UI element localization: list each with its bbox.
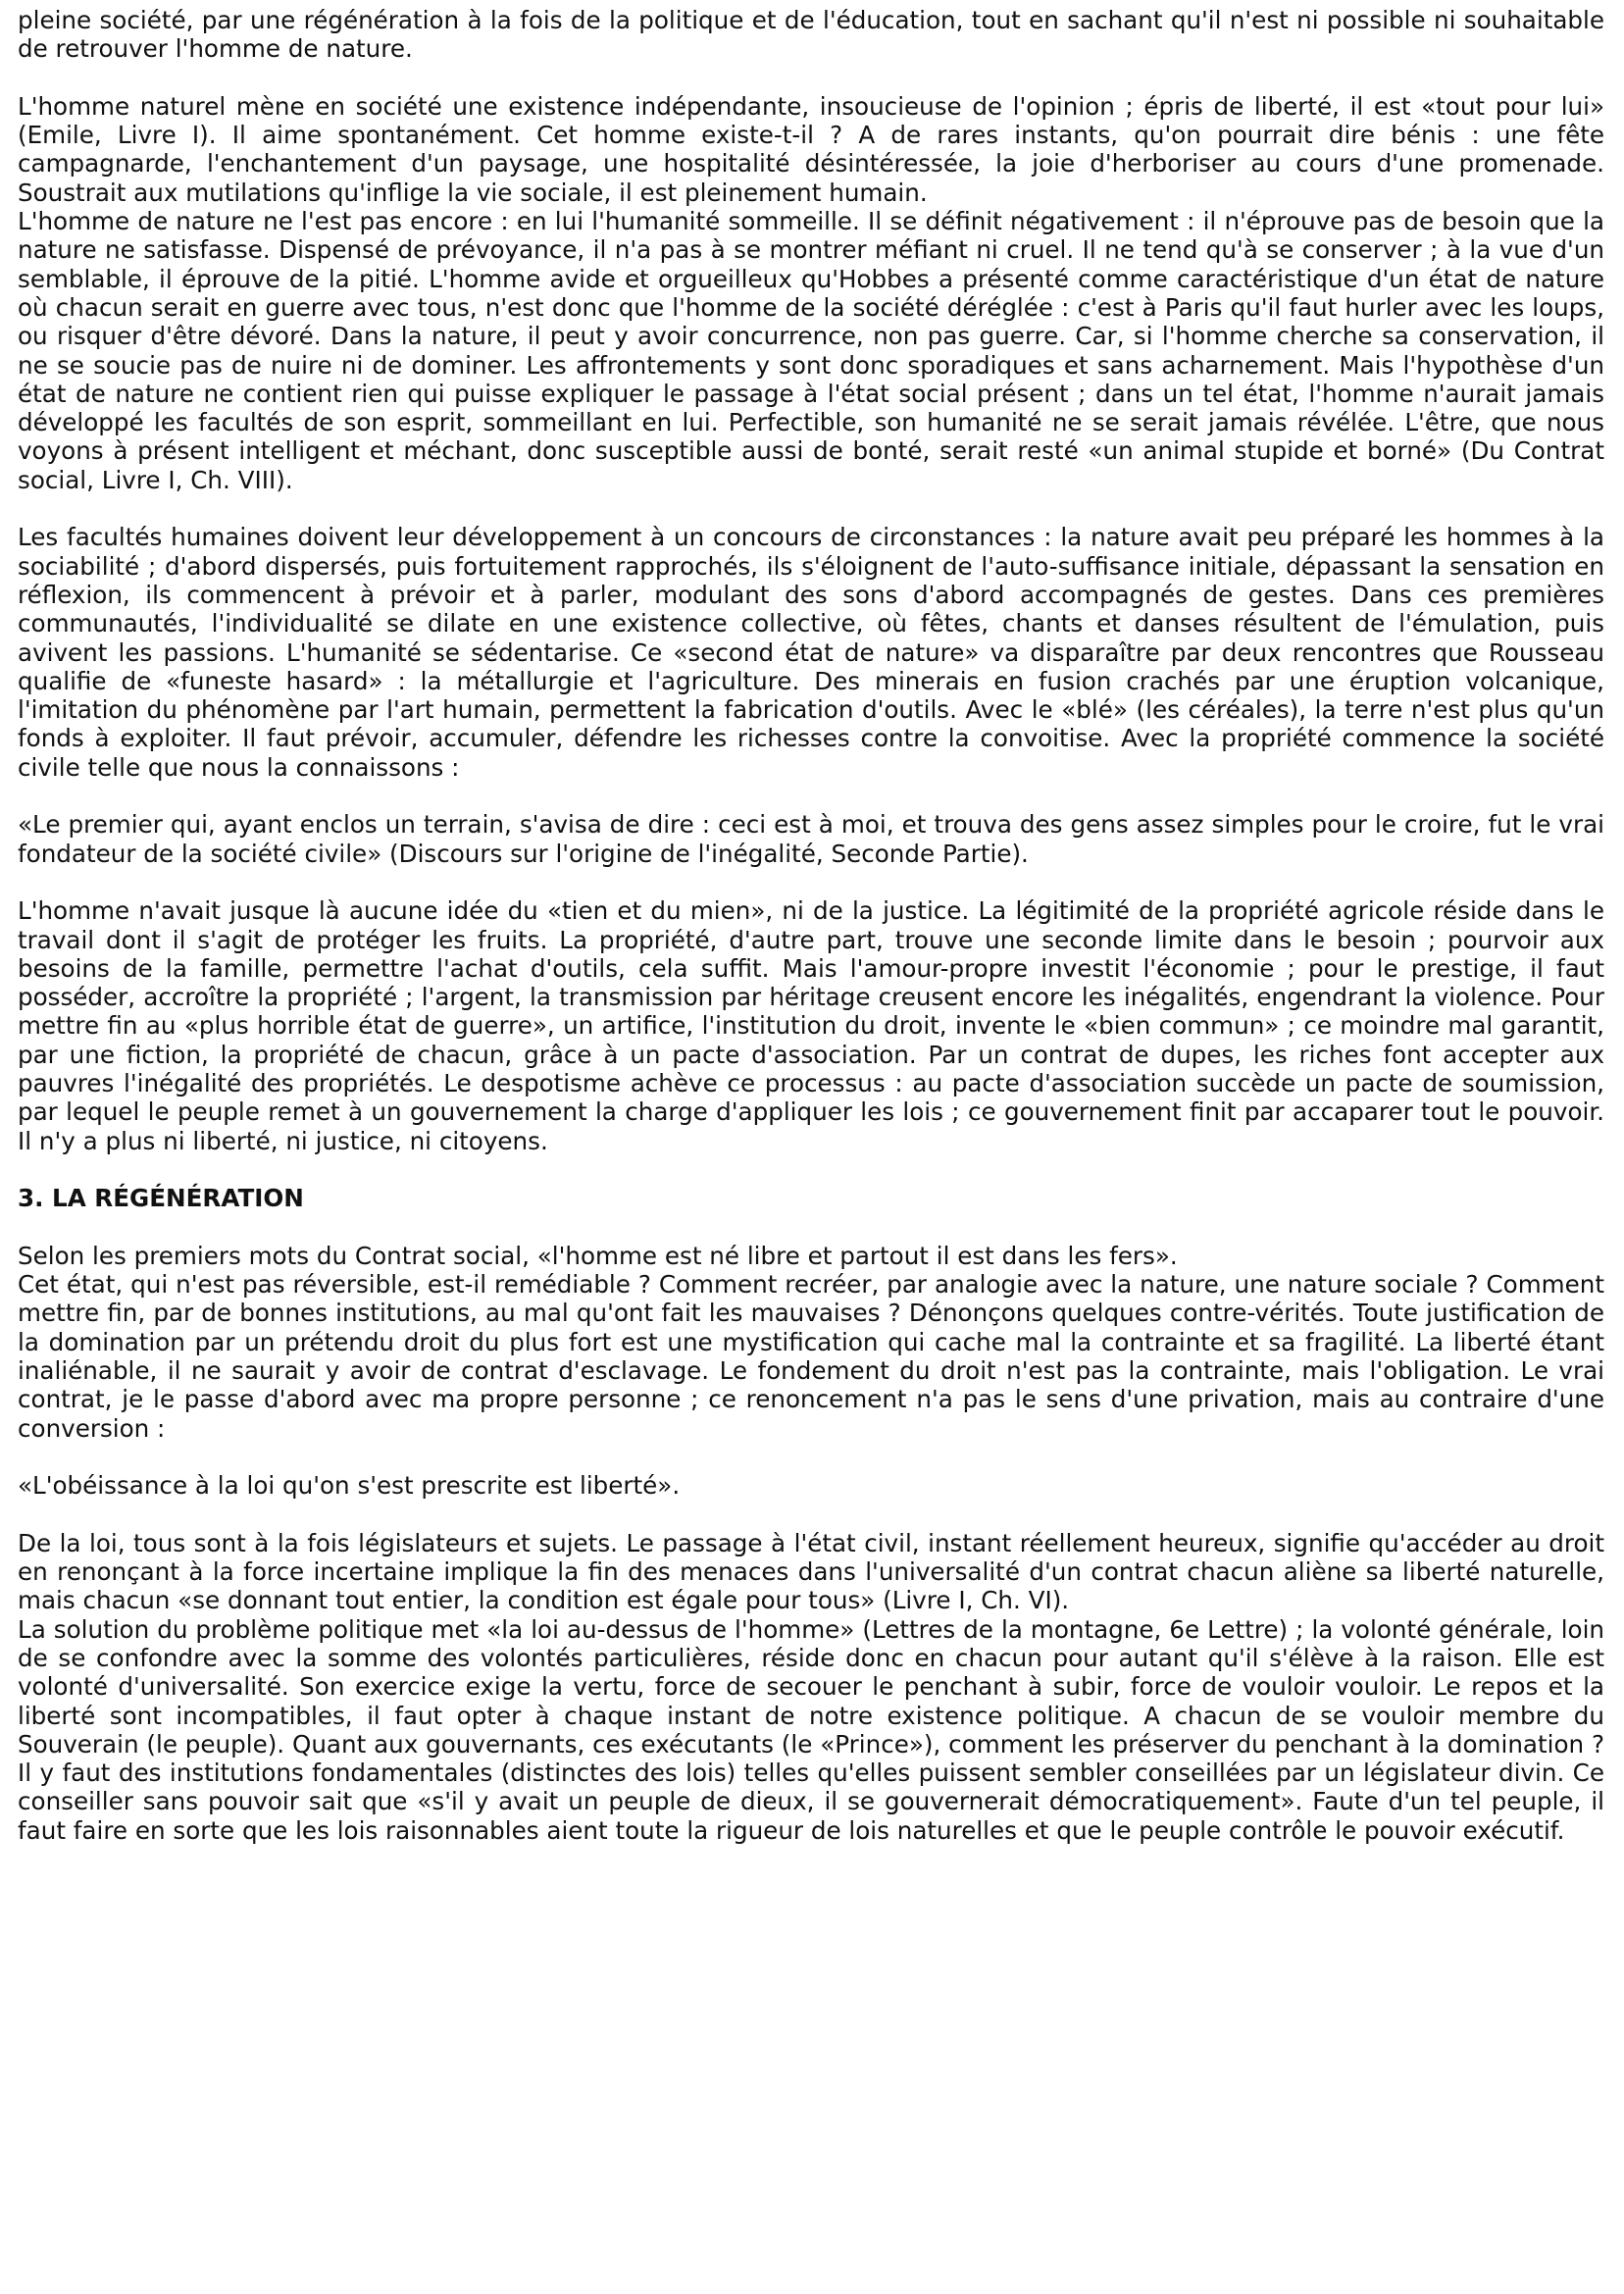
paragraph-property: L'homme n'avait jusque là aucune idée du «tien et du mien», ni de la justice. La légitimité de la propriété agricole réside dans le travail dont il s'agit de protéger les fruits. La propriété, d'autre part, trouve une seconde limite dans le besoin ; pourvoir aux besoins de la famille, permettre l'achat d'outils, cela suffit. Mais l'amour-propre investit l'économie ; pour le prestige, il faut posséder, accroître la propriété ; l'argent, la transmission par héritage creusent encore les inégalités, engendrant la violence. Pour mettre fin au «plus horrible état de guerre», un artifice, l'institution du droit, invente le «bien commun» ; ce moindre mal garantit, par une fiction, la propriété de chacun, grâce à un pacte d'association. Par un contrat de dupes, les riches font accepter aux pauvres l'inégalité des propriétés. Le despotisme achève ce processus : au pacte d'association succède un pacte de soumission, par lequel le peuple remet à un gouvernement la charge d'appliquer les lois ; ce gouvernement finit par accaparer tout le pouvoir. Il n'y a plus ni liberté, ni justice, ni citoyens. [18,896,1604,1155]
section-heading-regeneration: 3. LA RÉGÉNÉRATION [18,1184,304,1213]
paragraph-contract-opening: Selon les premiers mots du Contrat social, «l'homme est né libre et partout il est dans les fers». [18,1241,1178,1270]
paragraph-natural-man: L'homme naturel mène en société une existence indépendante, insoucieuse de l'opinion ; épris de liberté, il est «tout pour lui» (Emile, Livre I). Il aime spontanément. Cet homme existe-t-il ? A de rares instants, qu'on pourrait dire bénis : une fête campagnarde, l'enchantement d'un paysage, une hospitalité désintéressée, la joie d'herboriser au cours d'une promenade. Soustrait aux mutilations qu'inflige la vie sociale, il est pleinement humain. [18,91,1604,207]
paragraph-man-of-nature: L'homme de nature ne l'est pas encore : en lui l'humanité sommeille. Il se définit négativement : il n'éprouve pas de besoin que la nature ne satisfasse. Dispensé de prévoyance, il n'a pas à se montrer méfiant ni cruel. Il ne tend qu'à se conserver ; à la vue d'un semblable, il éprouve de la pitié. L'homme avide et orgueilleux qu'Hobbes a présenté comme caractéristique d'un état de nature où chacun serait en guerre avec tous, n'est donc que l'homme de la société déréglée : c'est à Paris qu'il faut hurler avec les loups, ou risquer d'être dévoré. Dans la nature, il peut y avoir concurrence, non pas guerre. Car, si l'homme cherche sa conservation, il ne se soucie pas de nuire ni de dominer. Les affrontements y sont donc sporadiques et sans acharnement. Mais l'hypothèse d'un état de nature ne contient rien qui puisse expliquer le passage à l'état social présent ; dans un tel état, l'homme n'aurait jamais développé les facultés de son esprit, sommeillant en lui. Perfectible, son humanité ne se serait jamais révélée. L'être, que nous voyons à présent intelligent et méchant, donc susceptible aussi de bonté, serait resté «un animal stupide et borné» (Du Contrat social, Livre I, Ch. VIII). [18,207,1604,494]
paragraph-reversibility: Cet état, qui n'est pas réversible, est-il remédiable ? Comment recréer, par analogie avec la nature, une nature sociale ? Comment mettre fin, par de bonnes institutions, au mal qu'ont fait les mauvaises ? Dénonçons quelques contre-vérités. Toute justification de la domination par un prétendu droit du plus fort est une mystification qui cache mal la contrainte et sa fragilité. La liberté étant inaliénable, il ne saurait y avoir de contrat d'esclavage. Le fondement du droit n'est pas la contrainte, mais l'obligation. Le vrai contrat, je le passe d'abord avec ma propre personne ; ce renoncement n'a pas le sens d'une privation, mais au contraire d'une conversion : [18,1270,1604,1443]
quote-first-owner: «Le premier qui, ayant enclos un terrain, s'avisa de dire : ceci est à moi, et trouva des gens assez simples pour le croire, fut le vrai fondateur de la société civile» (Discours sur l'origine de l'inégalité, Seconde Partie). [18,810,1604,868]
paragraph-legislators-subjects: De la loi, tous sont à la fois législateurs et sujets. Le passage à l'état civil, instant réellement heureux, signifie qu'accéder au droit en renonçant à la force incertaine implique la fin des menaces dans l'universalité d'un contrat chacun aliène sa liberté naturelle, mais chacun «se donnant tout entier, la condition est égale pour tous» (Livre I, Ch. VI). [18,1528,1604,1615]
paragraph-intro-continuation: pleine société, par une régénération à la fois de la politique et de l'éducation, tout en sachant qu'il n'est ni possible ni souhaitable de retrouver l'homme de nature. [18,6,1604,64]
document-page [18,6,1604,1845]
paragraph-human-faculties: Les facultés humaines doivent leur développement à un concours de circonstances : la nature avait peu préparé les hommes à la sociabilité ; d'abord dispersés, puis fortuitement rapprochés, ils s'éloignent de l'auto-suffisance initiale, dépassant la sensation en réflexion, ils commencent à prévoir et à parler, modulant des sons d'abord accompagnés de gestes. Dans ces premières communautés, l'individualité se dilate en une existence collective, où fêtes, chants et danses résultent de l'émulation, puis avivent les passions. L'humanité se sédentarise. Ce «second état de nature» va disparaître par deux rencontres que Rousseau qualifie de «funeste hasard» : la métallurgie et l'agriculture. Des minerais en fusion crachés par une éruption volcanique, l'imitation du phénomène par l'art humain, permettent la fabrication d'outils. Avec le «blé» (les céréales), la terre n'est plus qu'un fonds à exploiter. Il faut prévoir, accumuler, défendre les richesses contre la convoitise. Avec la propriété commence la société civile telle que nous la connaissons : [18,523,1604,782]
paragraph-political-solution: La solution du problème politique met «la loi au-dessus de l'homme» (Lettres de la montagne, 6e Lettre) ; la volonté générale, loin de se confondre avec la somme des volontés particulières, réside donc en chacun pour autant qu'il s'élève à la raison. Elle est volonté d'universalité. Son exercice exige la vertu, force de secouer le penchant à subir, force de vouloir vouloir. Le repos et la liberté sont incompatibles, il faut opter à chaque instant de notre existence politique. A chacun de se vouloir membre du Souverain (le peuple). Quant aux gouvernants, ces exécutants (le «Prince»), comment les préserver du penchant à la domination ? Il y faut des institutions fondamentales (distinctes des lois) telles qu'elles puissent sembler conseillées par un législateur divin. Ce conseiller sans pouvoir sait que «s'il y avait un peuple de dieux, il se gouvernerait démocratiquement». Faute d'un tel peuple, il faut faire en sorte que les lois raisonnables aient toute la rigueur de lois naturelles et que le peuple contrôle le pouvoir exécutif. [18,1614,1604,1845]
quote-obedience-liberty: «L'obéissance à la loi qu'on s'est prescrite est liberté». [18,1471,681,1501]
